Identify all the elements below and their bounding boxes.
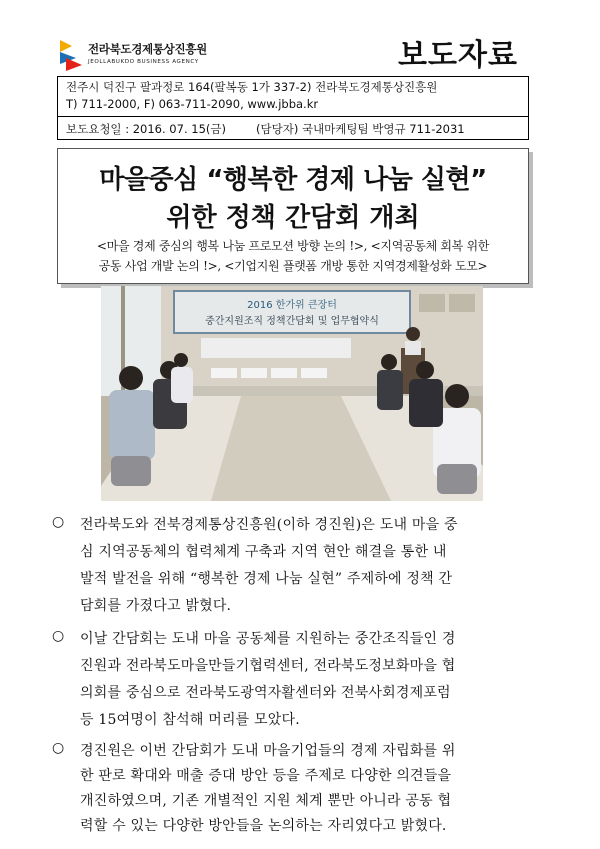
- bullet: ○: [52, 740, 65, 756]
- contact: (담당자) 국내마케팅팀 박영규 711-2031: [256, 122, 465, 136]
- info-divider: [58, 116, 528, 117]
- paragraph-line: 이날 간담회는 도내 마을 공동체를 지원하는 중간조직들인 경: [80, 631, 456, 647]
- subheadline-line-2: 공동 사업 개발 논의 !>, <기업지원 플랫폼 개방 통한 지역경제활성화 도모>: [98, 259, 488, 273]
- paragraph-line: 진원과 전라북도마을만들기협력센터, 전라북도정보화마을 협: [80, 658, 456, 674]
- banner-text-1: 2016 한가위 큰장터: [247, 300, 337, 311]
- paragraph-line: 력할 수 있는 다양한 방안들을 논의하는 자리였다고 밝혔다.: [80, 818, 447, 834]
- paragraph-line: 담회를 가졌다고 밝혔다.: [80, 598, 232, 614]
- address: 전주시 덕진구 팔과정로 164(팔복동 1가 337-2) 전라북도경제통상진흥원: [66, 80, 438, 94]
- org-name: 전라북도경제통상진흥원: [88, 42, 207, 56]
- banner-text-2: 중간지원조직 정책간담회 및 업무협약식: [205, 316, 379, 327]
- paragraph-line: 한 판로 확대와 매출 증대 방안 등을 주제로 다양한 의견들을: [80, 768, 452, 784]
- meeting-photo-illustration: [101, 286, 483, 501]
- headline-box: [57, 148, 529, 284]
- subheadline-line-1: <마을 경제 중심의 행복 나눔 프로모션 방향 논의 !>, <지역공동체 회복 위한: [96, 239, 490, 253]
- request-date: 보도요청일 : 2016. 07. 15(금): [66, 122, 226, 136]
- paragraph-line: 경진원은 이번 간담회가 도내 마을기업들의 경제 자립화를 위: [80, 743, 456, 759]
- headline-line-1: 마을중심 “행복한 경제 나눔 실현”: [99, 165, 487, 195]
- paragraph-line: 의회를 중심으로 전라북도광역자활센터와 전북사회경제포럼: [80, 685, 451, 701]
- headline-line-2: 위한 정책 간담회 개최: [166, 203, 420, 233]
- paragraph-line: 전라북도와 전북경제통상진흥원(이하 경진원)은 도내 마을 중: [80, 517, 458, 533]
- org-logo: [58, 38, 228, 74]
- paragraph-line: 발적 발전을 위해 “행복한 경제 나눔 실현” 주제하에 정책 간: [80, 571, 453, 587]
- meeting-photo: [101, 286, 483, 501]
- org-logo-icon: [58, 38, 84, 72]
- phone-fax-web: T) 711-2000, F) 063-711-2090, www.jbba.kr: [66, 97, 319, 111]
- doc-type-title: 보도자료: [398, 38, 518, 73]
- bullet: ○: [52, 514, 65, 530]
- info-box: [57, 76, 529, 140]
- paragraph-line: 등 15여명이 참석해 머리를 모았다.: [80, 712, 300, 728]
- paragraph-line: 개진하였으며, 기존 개별적인 지원 체계 뿐만 아니라 공동 협: [80, 793, 452, 809]
- bullet: ○: [52, 628, 65, 644]
- paragraph-line: 심 지역공동체의 협력체계 구축과 지역 현안 해결을 통한 내: [80, 544, 447, 560]
- org-name-en: JEOLLABUKDO BUSINESS AGENCY: [88, 59, 199, 65]
